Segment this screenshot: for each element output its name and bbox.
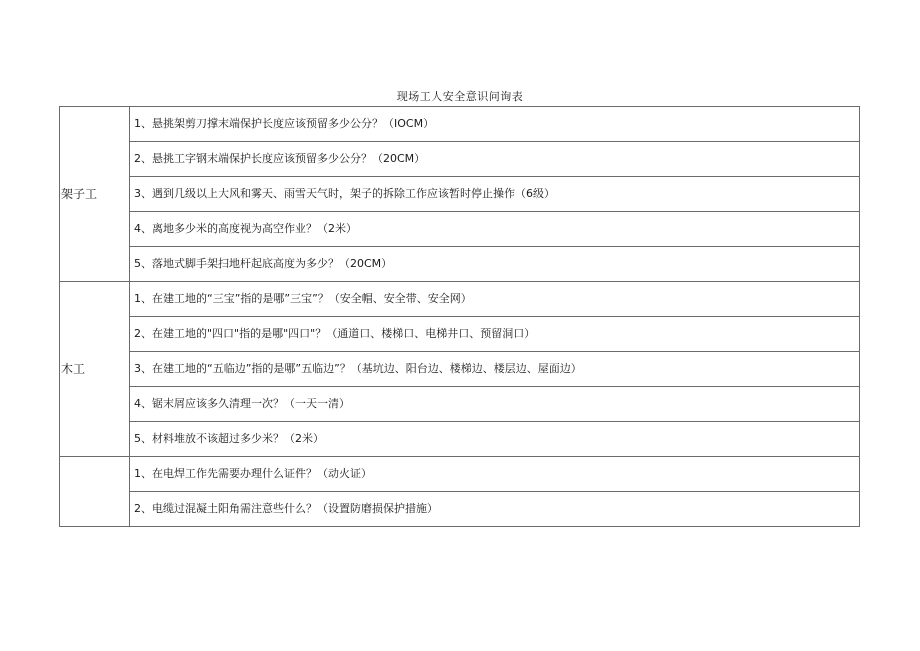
- table-row: [60, 352, 860, 387]
- question-cell: 1、在电焊工作先需要办理什么证件？（动火证）: [130, 457, 860, 492]
- table-row: [60, 212, 860, 247]
- question-cell: 5、落地式脚手架扫地杆起底高度为多少？（20CM）: [130, 247, 860, 282]
- table-row: [60, 422, 860, 457]
- table-row: [60, 317, 860, 352]
- question-cell: 2、在建工地的"四口"指的是哪"四口"？（通道口、楼梯口、电梯井口、预留洞口）: [130, 317, 860, 352]
- question-cell: 5、材料堆放不该超过多少米？（2米）: [130, 422, 860, 457]
- table-row: [60, 457, 860, 492]
- question-cell: 2、悬挑工字钢末端保护长度应该预留多少公分？（20CM）: [130, 142, 860, 177]
- question-cell: 4、离地多少米的高度视为高空作业？（2米）: [130, 212, 860, 247]
- document-title: 现场工人安全意识问询表: [396, 90, 524, 103]
- inquiry-table: [59, 106, 860, 527]
- question-cell: 3、在建工地的“五临边”指的是哪”五临边”？（基坑边、阳台边、楼梯边、楼层边、屋面边）: [130, 352, 860, 387]
- question-cell: 1、在建工地的“三宝”指的是哪”三宝”？（安全帽、安全带、安全网）: [130, 282, 860, 317]
- category-cell-scaffolder: 架子工: [60, 107, 130, 282]
- table-row: [60, 387, 860, 422]
- question-cell: 3、遇到几级以上大风和雾天、雨雪天气时，架子的拆除工作应该暂时停止操作（6级）: [130, 177, 860, 212]
- table-row: [60, 177, 860, 212]
- category-cell-carpenter: 木工: [60, 282, 130, 457]
- table-row: [60, 492, 860, 527]
- table-row: [60, 107, 860, 142]
- category-cell-unlabeled: [60, 457, 130, 527]
- question-cell: 2、电缆过混凝土阳角需注意些什么？（设置防磨损保护措施）: [130, 492, 860, 527]
- table-row: [60, 142, 860, 177]
- question-cell: 4、锯末屑应该多久清理一次？（一天一清）: [130, 387, 860, 422]
- table-row: [60, 247, 860, 282]
- question-cell: 1、悬挑架剪刀撑末端保护长度应该预留多少公分？（IOCM）: [130, 107, 860, 142]
- table-row: [60, 282, 860, 317]
